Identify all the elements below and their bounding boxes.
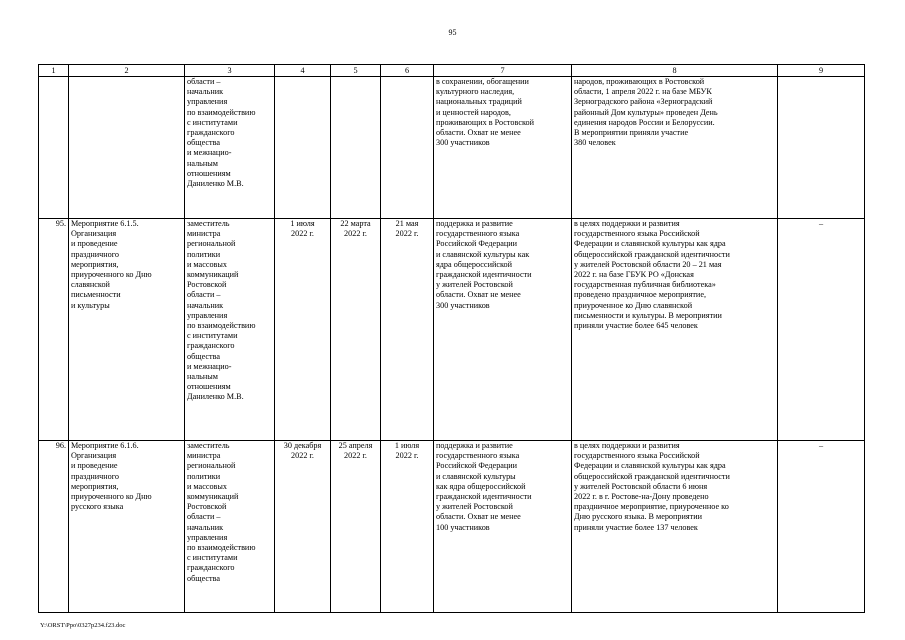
column-header: 1: [39, 65, 69, 77]
column-header: 6: [381, 65, 434, 77]
report-table: [38, 64, 865, 613]
table-row: [39, 219, 865, 441]
table-row: [39, 441, 865, 613]
planned-start-date: 1 июля 2022 г.: [275, 219, 331, 441]
expected-result: поддержка и развитие государственного языка Российской Федерации и славянской культуры как ядра общероссийской гражданской идентичности у жителей Ростовской области. Охват не менее 100 участников: [434, 441, 572, 613]
planned-start-date: [275, 77, 331, 219]
note: –: [778, 219, 865, 441]
event-name: Мероприятие 6.1.6. Организация и проведение праздничного мероприятия, приуроченного ко Дню русского языка: [69, 441, 185, 613]
actual-start-date: 22 марта 2022 г.: [331, 219, 381, 441]
column-header: 8: [572, 65, 778, 77]
row-number: 96.: [39, 441, 69, 613]
table-row: [39, 77, 865, 219]
header-row: [39, 65, 865, 77]
event-name: Мероприятие 6.1.5. Организация и проведение праздничного мероприятия, приуроченного ко Дню славянской письменности и культуры: [69, 219, 185, 441]
execution-info: в целях поддержки и развития государственного языка Российской Федерации и славянской культуры как ядра общероссийской гражданской идентичности у жителей Ростовской области 20 – 21 мая 2022 г. на базе ГБУК РО «Донская государственная публичная библиотека» проведено праздничное мероприятие, приуроченное ко Дню славянской письменности и культуры. В мероприятии приняли участие более 645 человек: [572, 219, 778, 441]
column-header: 4: [275, 65, 331, 77]
page-number: 95: [448, 28, 457, 37]
expected-result: в сохранении, обогащении культурного наследия, национальных традиций и ценностей народов, проживающих в Ростовской области. Охват не менее 300 участников: [434, 77, 572, 219]
note: [778, 77, 865, 219]
column-header: 9: [778, 65, 865, 77]
column-header: 3: [185, 65, 275, 77]
note: –: [778, 441, 865, 613]
actual-start-date: [331, 77, 381, 219]
responsible-person: заместитель министра региональной политики и массовых коммуникаций Ростовской области – начальник управления по взаимодействию с институтами гражданского общества: [185, 441, 275, 613]
end-date: 1 июля 2022 г.: [381, 441, 434, 613]
execution-info: в целях поддержки и развития государственного языка Российской Федерации и славянской культуры как ядра общероссийской гражданской идентичности у жителей Ростовской области 6 июня 2022 г. в г. Ростове-на-Дону проведено праздничное мероприятие, приуроченное ко Дню русского языка. В мероприятии приняли участие более 137 человек: [572, 441, 778, 613]
planned-start-date: 30 декабря 2022 г.: [275, 441, 331, 613]
file-path-footer: Y:\ORST\Ppo\0327p234.f23.doc: [40, 622, 126, 629]
column-header: 2: [69, 65, 185, 77]
column-header: 5: [331, 65, 381, 77]
event-name: [69, 77, 185, 219]
end-date: [381, 77, 434, 219]
row-number: 95.: [39, 219, 69, 441]
expected-result: поддержка и развитие государственного языка Российской Федерации и славянской культуры как ядра общероссийской гражданской идентичности у жителей Ростовской области. Охват не менее 300 участников: [434, 219, 572, 441]
execution-info: народов, проживающих в Ростовской области, 1 апреля 2022 г. на базе МБУК Зерноградского района «Зерноградский районный Дом культуры» проведен День единения народов России и Белоруссии. В мероприятии приняли участие 380 человек: [572, 77, 778, 219]
end-date: 21 мая 2022 г.: [381, 219, 434, 441]
column-header: 7: [434, 65, 572, 77]
actual-start-date: 25 апреля 2022 г.: [331, 441, 381, 613]
responsible-person: области – начальник управления по взаимодействию с институтами гражданского общества и межнацио- нальным отношениям Даниленко М.В.: [185, 77, 275, 219]
responsible-person: заместитель министра региональной политики и массовых коммуникаций Ростовской области – начальник управления по взаимодействию с институтами гражданского общества и межнацио- нальным отношениям Даниленко М.В.: [185, 219, 275, 441]
row-number: [39, 77, 69, 219]
